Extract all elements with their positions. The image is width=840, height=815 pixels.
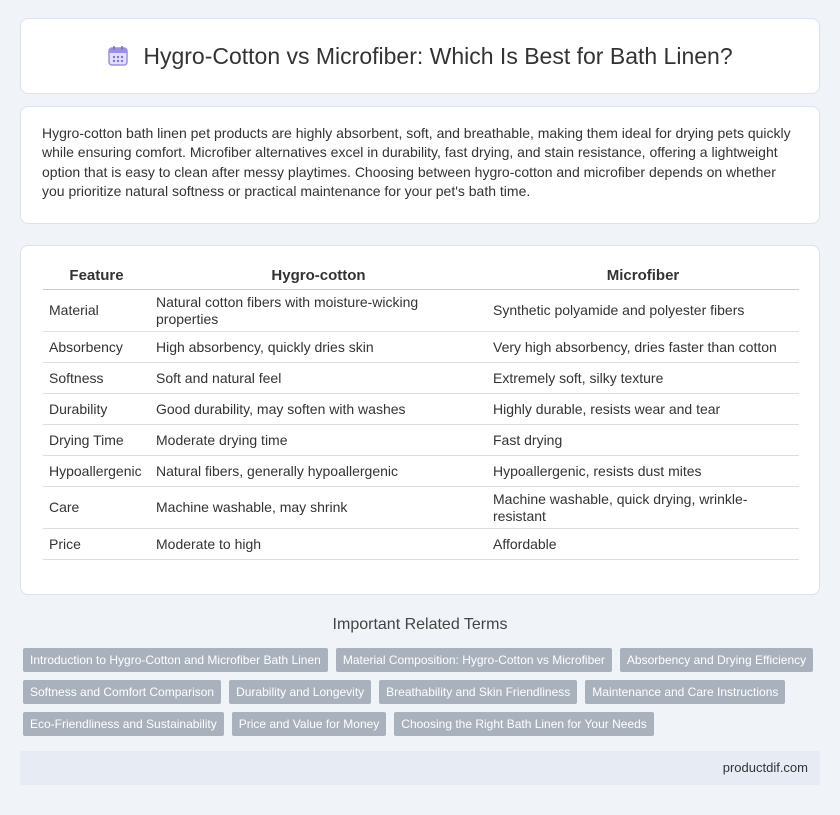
comparison-table <box>43 263 799 560</box>
feature-cell: Durability <box>43 394 150 425</box>
header-feature: Feature <box>43 263 150 290</box>
hygro-cotton-cell: Natural fibers, generally hypoallergenic <box>150 456 487 487</box>
feature-cell: Hypoallergenic <box>43 456 150 487</box>
footer <box>20 751 820 785</box>
feature-cell: Material <box>43 290 150 332</box>
intro-paragraph: Hygro-cotton bath linen pet products are highly absorbent, soft, and breathable, making them ideal for drying pets quickly while ensuring comfort. Microfiber alternatives excel in durability, fast drying, and stain resistance, offering a lightweight option that is easy to clean after messy playtimes. Choosing between hygro-cotton and microfiber depends on whether you prioritize natural softness or practical maintenance for your pet's bath time. <box>42 125 791 199</box>
related-term-tag[interactable]: Eco-Friendliness and Sustainability <box>23 712 224 736</box>
title-card <box>20 18 820 94</box>
table-row <box>43 332 799 363</box>
table-row <box>43 487 799 529</box>
feature-cell: Care <box>43 487 150 529</box>
table-row <box>43 394 799 425</box>
table-row <box>43 363 799 394</box>
related-term-tag[interactable]: Introduction to Hygro-Cotton and Microfiber Bath Linen <box>23 648 328 672</box>
header-hygro-cotton: Hygro-cotton <box>150 263 487 290</box>
comparison-card <box>20 245 820 595</box>
table-header-row <box>43 263 799 290</box>
page-title: Hygro-Cotton vs Microfiber: Which Is Best for Bath Linen? <box>143 42 733 69</box>
related-term-tag[interactable]: Breathability and Skin Friendliness <box>379 680 577 704</box>
feature-cell: Absorbency <box>43 332 150 363</box>
microfiber-cell: Hypoallergenic, resists dust mites <box>487 456 799 487</box>
intro-card <box>20 106 820 224</box>
feature-cell: Drying Time <box>43 425 150 456</box>
related-term-tag[interactable]: Material Composition: Hygro-Cotton vs Microfiber <box>336 648 612 672</box>
microfiber-cell: Machine washable, quick drying, wrinkle-resistant <box>487 487 799 529</box>
related-term-tag[interactable]: Choosing the Right Bath Linen for Your Needs <box>394 712 654 736</box>
microfiber-cell: Highly durable, resists wear and tear <box>487 394 799 425</box>
related-terms-title: Important Related Terms <box>332 616 508 633</box>
related-term-tag[interactable]: Price and Value for Money <box>232 712 387 736</box>
microfiber-cell: Very high absorbency, dries faster than cotton <box>487 332 799 363</box>
related-terms-list <box>23 648 823 744</box>
table-row <box>43 529 799 560</box>
related-term-tag[interactable]: Durability and Longevity <box>229 680 371 704</box>
hygro-cotton-cell: Moderate drying time <box>150 425 487 456</box>
microfiber-cell: Synthetic polyamide and polyester fibers <box>487 290 799 332</box>
calendar-icon <box>107 45 129 67</box>
table-row <box>43 456 799 487</box>
related-term-tag[interactable]: Softness and Comfort Comparison <box>23 680 221 704</box>
hygro-cotton-cell: Machine washable, may shrink <box>150 487 487 529</box>
header-microfiber: Microfiber <box>487 263 799 290</box>
footer-site-link[interactable]: productdif.com <box>722 760 808 775</box>
hygro-cotton-cell: Soft and natural feel <box>150 363 487 394</box>
hygro-cotton-cell: Moderate to high <box>150 529 487 560</box>
related-term-tag[interactable]: Absorbency and Drying Efficiency <box>620 648 813 672</box>
table-row <box>43 290 799 332</box>
table-row <box>43 425 799 456</box>
hygro-cotton-cell: Natural cotton fibers with moisture-wicking properties <box>150 290 487 332</box>
feature-cell: Price <box>43 529 150 560</box>
related-term-tag[interactable]: Maintenance and Care Instructions <box>585 680 785 704</box>
microfiber-cell: Extremely soft, silky texture <box>487 363 799 394</box>
hygro-cotton-cell: High absorbency, quickly dries skin <box>150 332 487 363</box>
feature-cell: Softness <box>43 363 150 394</box>
hygro-cotton-cell: Good durability, may soften with washes <box>150 394 487 425</box>
microfiber-cell: Fast drying <box>487 425 799 456</box>
microfiber-cell: Affordable <box>487 529 799 560</box>
